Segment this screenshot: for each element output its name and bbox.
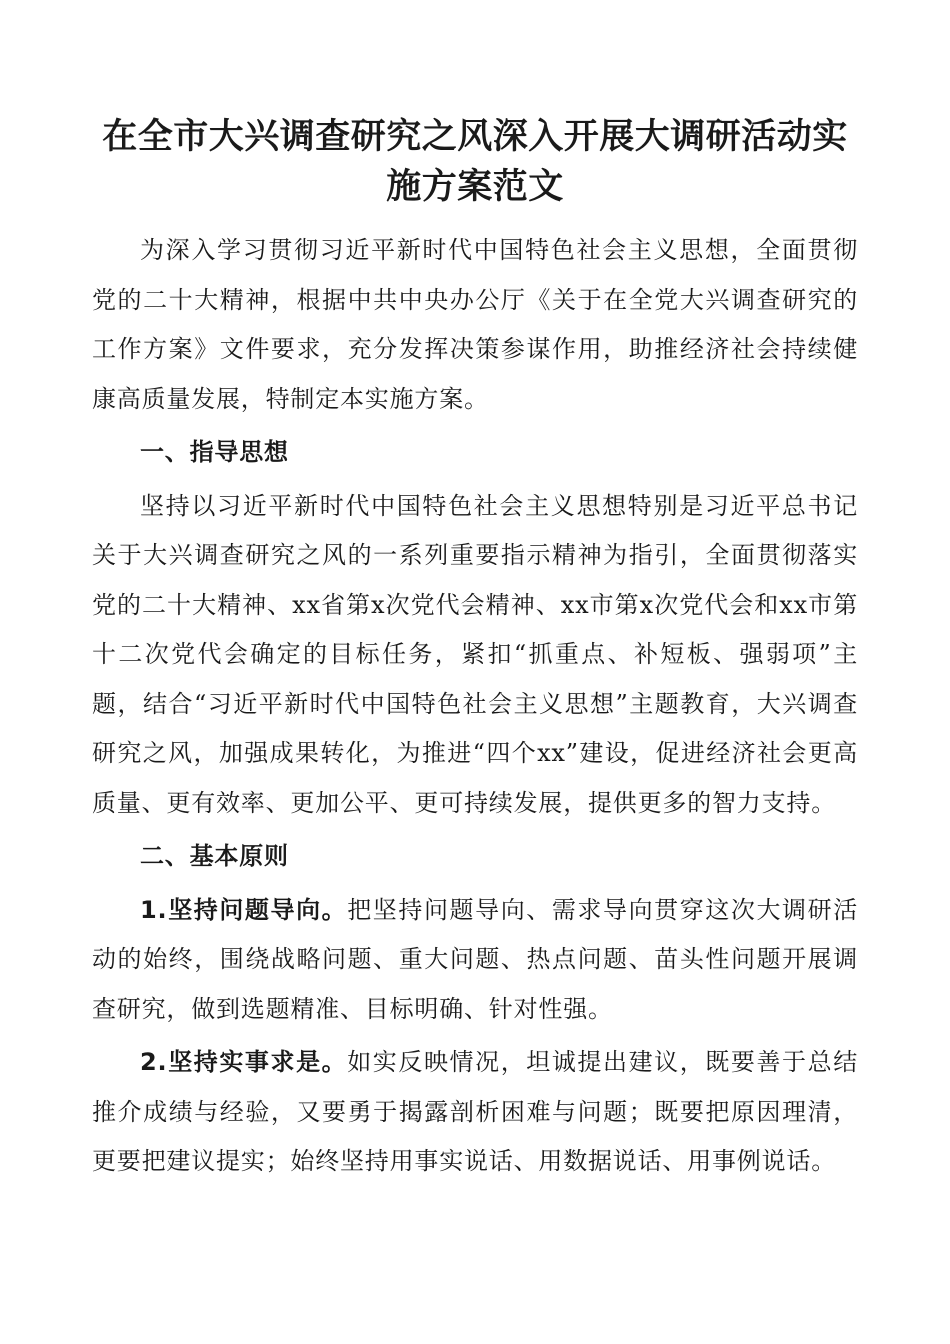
document-title-line2: 施方案范文	[386, 167, 564, 207]
document-title	[92, 112, 858, 212]
principle-paragraph-2	[92, 1038, 858, 1187]
section-heading-guiding-thought: 一、指导思想	[140, 438, 289, 466]
document-page	[92, 112, 858, 1187]
principle-1-lead: 1.坚持问题导向。	[140, 895, 348, 924]
principle-1-body: 把坚持问题导向、需求导向贯穿这次大调研活动的始终，围绕战略问题、重大问题、热点问题、苗头性问题开展调查研究，做到选题精准、目标明确、针对性强。	[92, 895, 858, 1023]
section-heading-basic-principles: 二、基本原则	[140, 842, 289, 870]
principle-2-lead: 2.坚持实事求是。	[140, 1048, 348, 1076]
intro-paragraph: 为深入学习贯彻习近平新时代中国特色社会主义思想，全面贯彻党的二十大精神，根据中共中央办公厅《关于在全党大兴调查研究的工作方案》文件要求，充分发挥决策参谋作用，助推经济社会持续健康高质量发展，特制定本实施方案。	[92, 236, 858, 413]
guiding-thought-paragraph: 坚持以习近平新时代中国特色社会主义思想特别是习近平总书记关于大兴调查研究之风的一系列重要指示精神为指引，全面贯彻落实党的二十大精神、xx省第x次党代会精神、xx市第x次党代会和xx市第十二次党代会确定的目标任务，紧扣“抓重点、补短板、强弱项”主题，结合“习近平新时代中国特色社会主义思想”主题教育，大兴调查研究之风，加强成果转化，为推进“四个xx”建设，促进经济社会更高质量、更有效率、更加公平、更可持续发展，提供更多的智力支持。	[92, 491, 858, 817]
principle-2-body: 如实反映情况，坦诚提出建议，既要善于总结推介成绩与经验，又要勇于揭露剖析困难与问题；既要把原因理清，更要把建议提实；始终坚持用事实说话、用数据说话、用事例说话。	[92, 1048, 858, 1175]
principle-paragraph-1	[92, 886, 858, 1035]
document-title-line1: 在全市大兴调查研究之风深入开展大调研活动实	[102, 117, 848, 157]
